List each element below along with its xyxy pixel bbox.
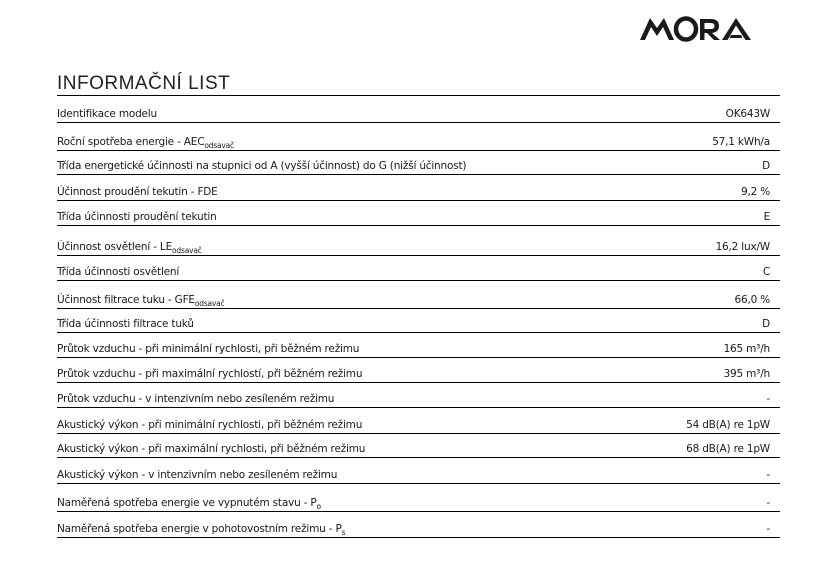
row-value: 9,2 %: [740, 186, 770, 198]
row-label-subscript: odsavač: [194, 299, 225, 308]
row-label-subscript: s: [341, 528, 346, 537]
row-label-text: Identifikace modelu: [57, 108, 157, 120]
row-value: -: [766, 393, 770, 405]
table-row: [57, 434, 780, 458]
row-label-text: Průtok vzduchu - v intenzivním nebo zesíleném režimu: [57, 393, 335, 405]
row-label: [57, 443, 365, 455]
row-value: -: [766, 523, 770, 535]
row-label-text: Akustický výkon - při minimální rychlosti, při běžném režimu: [57, 419, 363, 431]
table-row: [57, 358, 780, 383]
row-label-text: Akustický výkon - v intenzivním nebo zesíleném režimu: [57, 469, 338, 481]
row-label: [57, 108, 157, 120]
table-row: [57, 175, 780, 201]
row-value: OK643W: [725, 108, 770, 120]
table-row: [57, 256, 780, 281]
page-title: INFORMAČNÍ LIST: [57, 72, 780, 96]
mora-logo-mark: [640, 14, 752, 42]
table-row: [57, 226, 780, 256]
table-row: [57, 281, 780, 309]
row-label-text: Naměřená spotřeba energie ve vypnutém stavu - P: [57, 497, 317, 509]
table-row: [57, 484, 780, 512]
table-row: [57, 383, 780, 408]
row-label: [57, 523, 345, 535]
row-value: C: [762, 266, 770, 278]
row-label: [57, 368, 362, 380]
row-label: [57, 160, 466, 172]
table-row: [57, 97, 780, 123]
row-label-text: Třída účinnosti proudění tekutin: [57, 211, 217, 223]
row-label-text: Účinnost osvětlení - LE: [57, 241, 173, 253]
row-label-text: Účinnost filtrace tuku - GFE: [57, 294, 195, 306]
row-label: [57, 469, 337, 481]
row-label: [57, 241, 202, 253]
row-label: [57, 294, 225, 306]
row-value: D: [762, 318, 770, 330]
row-label-text: Roční spotřeba energie - AEC: [57, 136, 205, 148]
row-label-text: Třída energetické účinnosti na stupnici od A (vyšší účinnost) do G (nižší účinnost): [57, 160, 467, 172]
table-row: [57, 458, 780, 484]
row-value: 68 dB(A) re 1pW: [686, 443, 770, 455]
table-row: [57, 123, 780, 151]
row-label: [57, 419, 362, 431]
table-row: [57, 201, 780, 226]
row-value: -: [766, 469, 770, 481]
row-label: [57, 393, 334, 405]
row-label: [57, 136, 234, 148]
row-value: 16,2 lux/W: [715, 241, 770, 253]
row-label-text: Naměřená spotřeba energie v pohotovostním režimu - P: [57, 523, 342, 535]
row-label-text: Akustický výkon - při maximální rychlosti, při běžném režimu: [57, 443, 366, 455]
row-label-text: Třída účinnosti filtrace tuků: [57, 318, 194, 330]
row-label: [57, 343, 359, 355]
row-label: [57, 186, 218, 198]
row-value: D: [762, 160, 770, 172]
row-label-subscript: odsavač: [204, 141, 234, 150]
row-value: 66,0 %: [734, 294, 770, 306]
info-table: [57, 97, 780, 538]
table-row: [57, 309, 780, 333]
row-label-text: Průtok vzduchu - při minimální rychlosti, při běžném režimu: [57, 343, 360, 355]
row-label: [57, 266, 179, 278]
row-label-text: Průtok vzduchu - při maximální rychlostí, při běžném režimu: [57, 368, 363, 380]
row-label-subscript: o: [316, 502, 321, 511]
row-value: 57,1 kWh/a: [712, 136, 770, 148]
row-value: 54 dB(A) re 1pW: [686, 419, 770, 431]
row-value: 395 m³/h: [723, 368, 770, 380]
row-value: -: [766, 497, 770, 509]
row-label-text: Třída účinnosti osvětlení: [57, 266, 180, 278]
row-label: [57, 211, 217, 223]
row-label: [57, 318, 194, 330]
row-label-text: Účinnost proudění tekutin - FDE: [57, 186, 218, 198]
mora-logo: [640, 14, 752, 42]
row-label: [57, 497, 321, 509]
table-row: [57, 151, 780, 175]
row-value: E: [763, 211, 770, 223]
table-row: [57, 333, 780, 358]
table-row: [57, 408, 780, 434]
table-row: [57, 512, 780, 538]
row-value: 165 m³/h: [723, 343, 770, 355]
row-label-subscript: odsavač: [172, 246, 202, 255]
